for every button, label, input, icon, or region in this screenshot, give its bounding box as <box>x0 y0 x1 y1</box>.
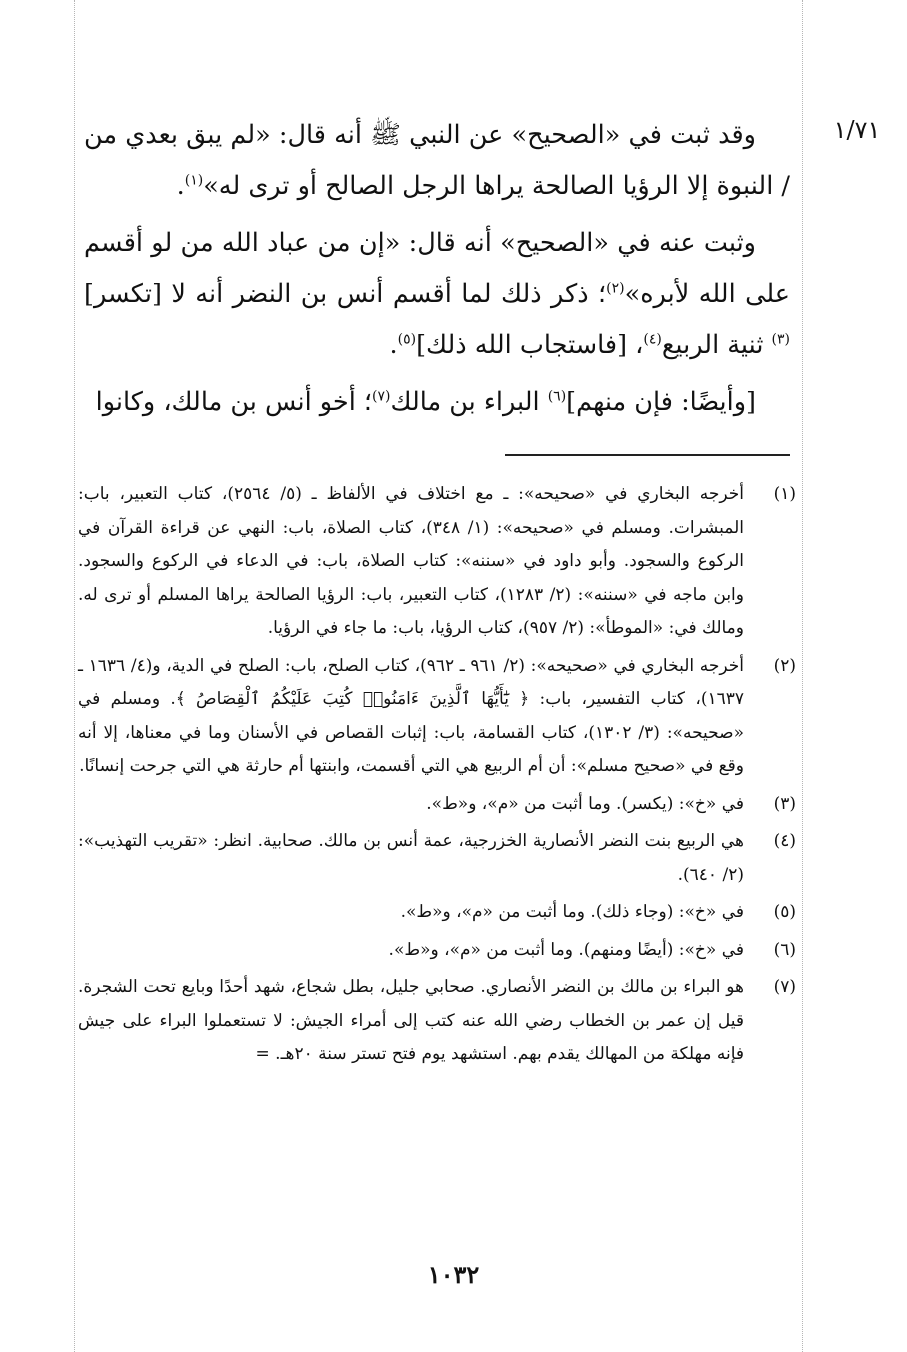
footnote-text: في «خ»: (يكسر). وما أثبت من «م»، و«ط». <box>426 793 744 814</box>
footnote-ref[interactable]: (٤) <box>643 331 662 348</box>
paragraph-text: وقد ثبت في «الصحيح» عن النبي ﷺ أنه قال: «لم يبق بعدي من / النبوة إلا الرؤيا الصالحة يراها الرجل الصالح أو ترى له» <box>84 120 790 201</box>
footnote-ref[interactable]: (٣) <box>771 331 790 348</box>
paragraph-text: . <box>389 330 398 360</box>
footnote-ref[interactable]: (٢) <box>606 280 625 297</box>
footnote-text: أخرجه البخاري في «صحيحه»: ـ مع اختلاف في الألفاظ ـ (٥/ ٢٥٦٤)، كتاب التعبير، باب: المبشرات. ومسلم في «صحيحه»: (١/ ٣٤٨)، كتاب الصلاة، باب: النهي عن قراءة القرآن في الركوع والسجود. وأبو داود في «سننه»: كتاب الصلاة، باب: في الدعاء في الركوع والسجود. وابن ماجه في «سننه»: (٢/ ١٢٨٣)، كتاب التعبير، باب: الرؤيا الصالحة يراها المسلم أو ترى له. ومالك في: «الموطأ»: (٢/ ٩٥٧)، كتاب الرؤيا، باب: ما جاء في الرؤيا. <box>78 484 744 638</box>
footnote-text: أخرجه البخاري في «صحيحه»: (٢/ ٩٦١ ـ ٩٦٢)، كتاب الصلح، باب: الصلح في الدية، و(٤/ ١٦٣٦ ـ ١٦٣٧)، كتاب التفسير، باب: ﴿ يَٰٓأَيُّهَا ٱلَّذِينَ ءَامَنُوا۟ كُتِبَ عَلَيْكُمُ ٱلْقِصَاصُ ﴾. ومسلم في «صحيحه»: (٣/ ١٣٠٢)، كتاب القسامة، باب: إثبات القصاص في الأسنان وما في معناها، إلا أنه وقع في «صحيح مسلم»: أن أم الربيع هي التي أقسمت، وابنتها أم حارثة هي التي جرحت إنسانًا. <box>78 655 744 776</box>
paragraph-text: . <box>176 171 185 201</box>
footnote-item <box>78 825 796 892</box>
footnote-item <box>78 896 796 930</box>
paragraph-2 <box>84 218 790 371</box>
paragraph-text: ؛ أخو أنس بن مالك، وكانوا <box>95 387 372 417</box>
footnote-ref[interactable]: (٧) <box>372 388 391 405</box>
paragraph-text: وثبت عنه في «الصحيح» أنه قال: «إن من عباد الله من لو أقسم على الله لأبره» <box>84 228 791 309</box>
margin-guide-line <box>74 0 75 1352</box>
paragraph-1 <box>84 110 790 212</box>
paragraph-3 <box>84 377 790 428</box>
footnotes <box>78 478 796 1076</box>
paragraph-text: [وأيضًا: فإن منهم] <box>566 387 756 417</box>
footnote-text: في «خ»: (وجاء ذلك). وما أثبت من «م»، و«ط». <box>400 902 744 922</box>
footnote-item <box>78 971 796 1072</box>
main-text <box>84 110 790 434</box>
margin-guide-line <box>802 0 803 1352</box>
paragraph-text: ثنية الربيع <box>661 330 772 360</box>
paragraph-text: ؛ ذكر ذلك لما أقسم أنس بن النضر أنه لا [تكسر] <box>84 279 607 309</box>
footnote-number: (٧) <box>773 977 796 997</box>
footnote-number: (٦) <box>773 939 796 960</box>
footnote-ref[interactable]: (٦) <box>547 388 567 405</box>
footnote-item <box>78 650 796 784</box>
footnote-item <box>78 934 796 968</box>
footnote-number: (٥) <box>773 902 796 922</box>
footnote-text: هي الربيع بنت النضر الأنصارية الخزرجية، عمة أنس بن مالك. صحابية. انظر: «تقريب التهذيب»: (٢/ ٦٤٠). <box>78 831 744 885</box>
footnote-number: (٤) <box>773 831 796 851</box>
page-number: ١٠٣٢ <box>427 1260 480 1289</box>
footnote-text: هو البراء بن مالك بن النضر الأنصاري. صحابي جليل، بطل شجاع، شهد أحدًا وبايع تحت الشجرة. قيل إن عمر بن الخطاب رضي الله عنه كتب إلى أمراء الجيش: لا تستعملوا البراء على جيش فإنه مهلكة من المهالك يقدم بهم. استشهد يوم فتح تستر سنة ٢٠هـ. = <box>78 977 744 1064</box>
footnote-separator <box>505 454 790 456</box>
manuscript-folio-marker: ١/٧١ <box>833 116 881 144</box>
footnote-item <box>78 788 796 822</box>
footnote-item <box>78 478 796 646</box>
footnote-ref[interactable]: (١) <box>184 172 204 189</box>
footnote-number: (١) <box>773 484 796 504</box>
paragraph-text: البراء بن مالك <box>390 387 548 417</box>
footnote-number: (٢) <box>773 655 796 676</box>
footnote-text: في «خ»: (أيضًا ومنهم). وما أثبت من «م»، و«ط». <box>388 939 744 960</box>
footnote-number: (٣) <box>773 793 796 814</box>
paragraph-text: ، [فاستجاب الله ذلك] <box>416 330 644 360</box>
footnote-ref[interactable]: (٥) <box>397 331 417 348</box>
